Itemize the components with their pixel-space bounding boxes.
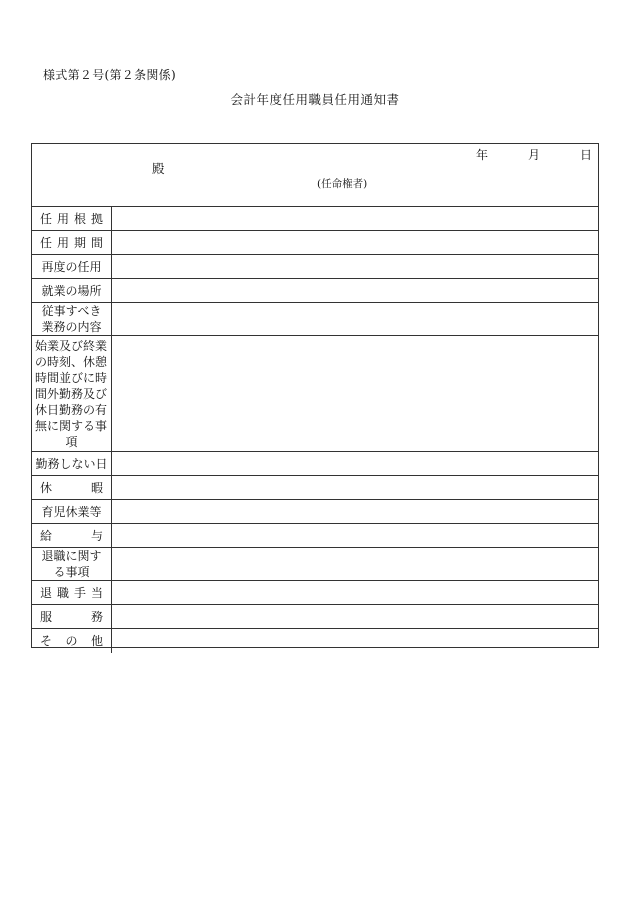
row-value-working-hours[interactable] xyxy=(112,336,599,452)
row-value-duties[interactable] xyxy=(112,303,599,336)
notice-form xyxy=(31,143,599,648)
row-label-duties: 従事すべき 業務の内容 xyxy=(32,303,112,336)
row-value-service[interactable] xyxy=(112,605,599,629)
table-row xyxy=(32,279,598,303)
date-line xyxy=(476,146,592,163)
addressee-suffix: 殿 xyxy=(152,161,165,176)
table-row xyxy=(32,500,598,524)
date-month-label: 月 xyxy=(527,148,540,162)
row-value-reappointment[interactable] xyxy=(112,255,599,279)
row-value-days-off[interactable] xyxy=(112,452,599,476)
table-row xyxy=(32,581,598,605)
table-row xyxy=(32,303,598,336)
row-value-childcare-leave[interactable] xyxy=(112,500,599,524)
row-label-days-off: 勤務しない日 xyxy=(32,452,112,476)
document-title: 会計年度任用職員任用通知書 xyxy=(230,92,400,107)
row-value-leave[interactable] xyxy=(112,476,599,500)
table-row xyxy=(32,605,598,629)
row-label-reappointment: 再度の任用 xyxy=(32,255,112,279)
row-value-retirement[interactable] xyxy=(112,548,599,581)
table-row xyxy=(32,336,598,452)
row-label-other: そ の 他 xyxy=(32,629,112,653)
row-value-period[interactable] xyxy=(112,231,599,255)
appointment-items-table xyxy=(32,206,598,653)
date-day-label: 日 xyxy=(579,148,592,162)
row-label-period: 任 用 期 間 xyxy=(32,231,112,255)
row-label-retirement-allowance: 退 職 手 当 xyxy=(32,581,112,605)
table-row xyxy=(32,629,598,653)
table-row xyxy=(32,255,598,279)
table-row xyxy=(32,452,598,476)
date-year-label: 年 xyxy=(475,148,488,162)
table-row xyxy=(32,231,598,255)
form-number: 様式第２号(第２条関係) xyxy=(43,68,176,82)
row-value-basis[interactable] xyxy=(112,207,599,231)
notice-header xyxy=(32,144,598,206)
row-value-other[interactable] xyxy=(112,629,599,653)
table-row xyxy=(32,524,598,548)
row-label-leave: 休 暇 xyxy=(32,476,112,500)
row-label-workplace: 就業の場所 xyxy=(32,279,112,303)
table-row xyxy=(32,476,598,500)
table-row xyxy=(32,207,598,231)
row-value-retirement-allowance[interactable] xyxy=(112,581,599,605)
appointer-label: (任命権者) xyxy=(317,178,368,190)
row-value-salary[interactable] xyxy=(112,524,599,548)
row-label-childcare-leave: 育児休業等 xyxy=(32,500,112,524)
row-label-basis: 任 用 根 拠 xyxy=(32,207,112,231)
row-label-salary: 給 与 xyxy=(32,524,112,548)
table-row xyxy=(32,548,598,581)
row-label-retirement: 退職に関す る事項 xyxy=(32,548,112,581)
row-label-service: 服 務 xyxy=(32,605,112,629)
row-label-working-hours: 始業及び終業 の時刻、休憩 時間並びに時 間外勤務及び 休日勤務の有 無に関する事 項 xyxy=(32,336,112,452)
row-value-workplace[interactable] xyxy=(112,279,599,303)
